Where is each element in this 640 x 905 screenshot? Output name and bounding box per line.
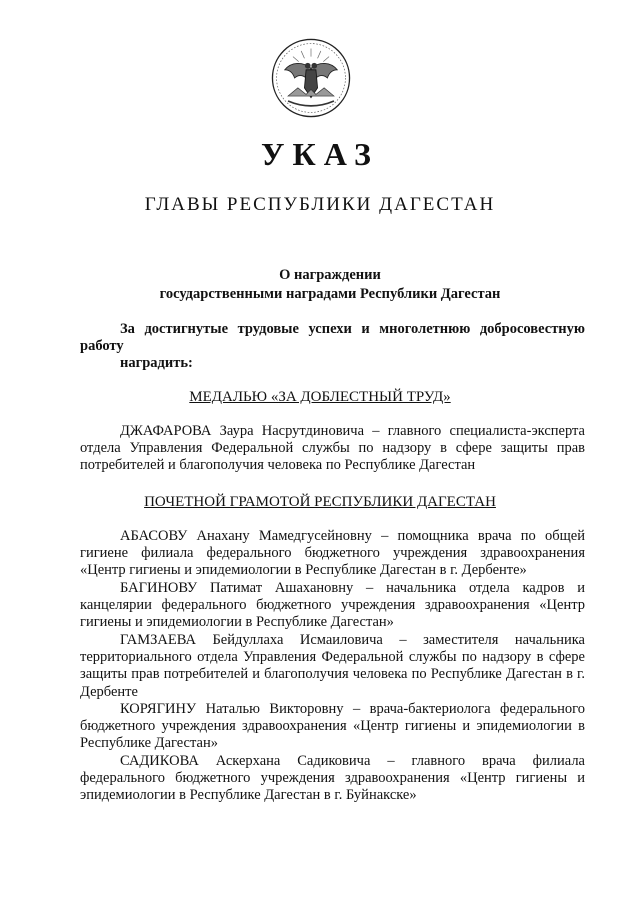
preamble	[80, 321, 585, 372]
recipient-entry: ГАМЗАЕВА Бейдуллаха Исмаиловича – заместителя начальника территориального отдела Управления Федеральной службы по надзору в сфере защиты прав потребителей и благополучия человека по Республике Дагестан в г. Дербенте	[80, 632, 585, 700]
document-title: УКАЗ	[261, 136, 379, 172]
recipient-entry: САДИКОВА Аскерхана Садиковича – главного врача филиала федерального бюджетного учреждения здравоохранения «Центр гигиены и эпидемиологии в Республике Дагестан в г. Буйнакске»	[80, 753, 585, 804]
subject-line-2: государственными наградами Республики Дагестан	[159, 286, 501, 302]
recipient-entry: АБАСОВУ Анахану Мамедгусейновну – помощника врача по общей гигиене филиала федерального бюджетного учреждения здравоохранения «Центр гигиены и эпидемиологии в Республике Дагестан в г. Дербенте»	[80, 528, 585, 579]
recipient-entry: ДЖАФАРОВА Заура Насрутдиновича – главного специалиста-эксперта отдела Управления Федеральной службы по надзору в сфере защиты прав потребителей и благополучия человека по Республике Дагестан	[80, 423, 585, 474]
subject-line-1: О награждении	[279, 267, 381, 283]
recipient-entry: КОРЯГИНУ Наталью Викторовну – врача-бактериолога федерального бюджетного учреждения здравоохранения «Центр гигиены и эпидемиологии в Республике Дагестан»	[80, 701, 585, 752]
recipient-entry: БАГИНОВУ Патимат Ашахановну – начальника отдела кадров и канцелярии федерального бюджетного учреждения здравоохранения «Центр гигиены и эпидемиологии в Республике Дагестан»	[80, 580, 585, 631]
award-verb: наградить:	[120, 355, 193, 371]
award-heading-certificate: ПОЧЕТНОЙ ГРАМОТОЙ РЕСПУБЛИКИ ДАГЕСТАН	[144, 494, 496, 510]
dagestan-coat-of-arms-icon	[270, 37, 352, 119]
preamble-text: За достигнутые трудовые успехи и многолетнюю добросовестную работу	[80, 321, 585, 354]
award-heading-medal: МЕДАЛЬЮ «ЗА ДОБЛЕСТНЫЙ ТРУД»	[189, 389, 451, 405]
document-issuer: ГЛАВЫ РЕСПУБЛИКИ ДАГЕСТАН	[144, 194, 496, 215]
document-subject	[70, 266, 590, 304]
